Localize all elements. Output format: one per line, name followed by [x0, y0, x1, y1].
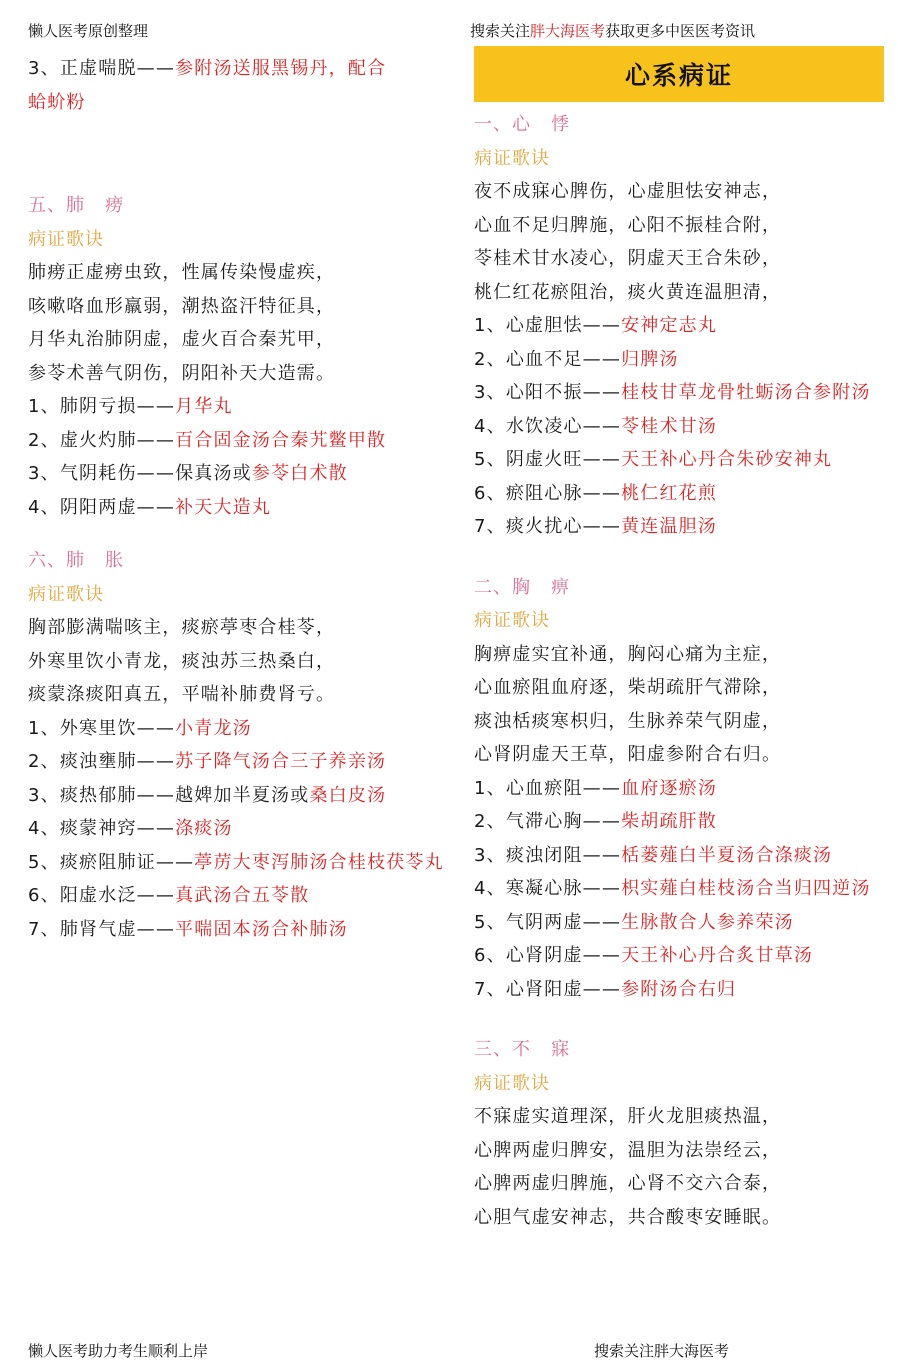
item-text: 5、阴虚火旺—— [474, 449, 622, 470]
list-item [28, 491, 448, 525]
item-text: 5、气阴两虚—— [474, 911, 622, 933]
remedy-text: 涤痰汤 [175, 818, 233, 839]
verse-line: 痰浊栝痰寒枳归，生脉养荣气阴虚， [474, 710, 782, 732]
category-banner: 心系病证 [474, 46, 884, 102]
list-item [28, 846, 448, 880]
list-item [474, 805, 886, 839]
item-text: 3、正虚喘脱—— [28, 58, 176, 79]
remedy-text: 归脾汤 [621, 348, 679, 370]
list-item [474, 443, 886, 477]
header-right-prefix: 搜索关注 [470, 22, 531, 40]
item-text: 1、心血瘀阻—— [474, 777, 622, 799]
section-subtitle: 病证歌诀 [474, 1072, 550, 1094]
remedy-text: 安神定志丸 [621, 315, 718, 336]
remedy-text: 枳实薤白桂枝汤合当归四逆汤 [621, 878, 871, 899]
list-item [474, 906, 886, 940]
item-text: 6、阳虚水泛—— [28, 885, 176, 906]
item-text: 3、心阳不振—— [474, 382, 622, 403]
footer-left: 懒人医考助力考生顺利上岸 [28, 1342, 209, 1360]
item-text: 2、痰浊壅肺—— [28, 751, 176, 772]
remedy-text: 真武汤合五苓散 [175, 885, 310, 906]
remedy-text: 柴胡疏肝散 [621, 811, 718, 832]
item-text: 1、心虚胆怯—— [474, 315, 622, 336]
remedy-text: 小青龙汤 [175, 717, 252, 739]
remedy-text: 天王补心丹合炙甘草汤 [621, 945, 814, 966]
remedy-text: 天王补心丹合朱砂安神丸 [621, 449, 833, 470]
item-text: 越婢加半夏汤或 [175, 784, 310, 806]
item-text: 4、寒凝心脉—— [474, 878, 622, 899]
item-text: 6、瘀阻心脉—— [474, 482, 622, 504]
list-item [474, 343, 886, 377]
verse-line: 心胆气虚安神志，共合酸枣安睡眠。 [474, 1206, 782, 1228]
remedy-text: 参附汤合右归 [621, 978, 737, 1000]
list-item [28, 457, 448, 491]
remedy-text: 补天大造丸 [175, 496, 272, 518]
verse-line: 心脾两虚归脾施，心肾不交六合泰， [474, 1173, 782, 1194]
list-item [28, 779, 448, 813]
item-text: 3、痰浊闭阻—— [474, 844, 622, 866]
item-text: 1、肺阴亏损—— [28, 396, 176, 417]
item-text: 6、心肾阴虚—— [474, 945, 622, 966]
header-right-suffix: 获取更多中医医考资讯 [605, 22, 756, 40]
section-title-feizhang: 六、肺 胀 [28, 550, 125, 571]
verse-line: 胸痹虚实宜补通，胸闷心痛为主症， [474, 643, 782, 665]
list-item [28, 424, 448, 458]
section-title-xiongbi: 二、胸 痹 [474, 576, 571, 598]
verse-line: 苓桂术甘水凌心，阴虚天王合朱砂， [474, 248, 782, 269]
list-item [474, 772, 886, 806]
header-left: 懒人医考原创整理 [28, 22, 149, 40]
list-item [474, 309, 886, 343]
item-text: 2、气滞心胸—— [474, 811, 622, 832]
remedy-text: 参附汤送服黑锡丹，配合 [175, 58, 387, 79]
list-item [28, 745, 448, 779]
list-item [474, 973, 886, 1007]
prev-item [28, 52, 448, 86]
list-item [28, 913, 448, 947]
item-text: 3、痰热郁肺—— [28, 784, 176, 806]
item-text: 4、水饮凌心—— [474, 415, 622, 437]
footer-right: 搜索关注胖大海医考 [594, 1342, 730, 1360]
verse-line: 痰蒙涤痰阳真五，平喘补肺费肾亏。 [28, 684, 336, 705]
item-text: 3、气阴耗伤—— [28, 463, 176, 484]
verse-line: 心脾两虚归脾安，温胆为法崇经云， [474, 1139, 782, 1161]
section-title-feilao: 五、肺 痨 [28, 195, 125, 216]
list-item [474, 376, 886, 410]
right-column [474, 46, 886, 1234]
remedy-text: 参苓白术散 [251, 463, 348, 484]
item-text: 7、痰火扰心—— [474, 516, 622, 537]
remedy-text: 栝蒌薤白半夏汤合涤痰汤 [621, 844, 833, 866]
header-right [470, 20, 755, 41]
remedy-text: 桑白皮汤 [309, 784, 387, 806]
verse-line: 月华丸治肺阴虚，虚火百合秦艽甲， [28, 329, 336, 350]
item-text: 5、痰瘀阻肺证—— [28, 851, 195, 873]
section-subtitle: 病证歌诀 [28, 228, 104, 250]
list-item [28, 812, 448, 846]
header-brand: 胖大海医考 [530, 22, 606, 40]
list-item [28, 879, 448, 913]
verse-line: 心血瘀阻血府逐，柴胡疏肝气滞除， [474, 677, 782, 698]
list-item [474, 510, 886, 544]
remedy-text: 百合固金汤合秦艽鳖甲散 [175, 429, 387, 451]
remedy-text: 苏子降气汤合三子养亲汤 [175, 751, 387, 772]
remedy-text: 黄连温胆汤 [621, 516, 718, 537]
verse-line: 心血不足归脾施，心阳不振桂合附， [474, 214, 782, 236]
remedy-text: 桃仁红花煎 [621, 482, 718, 504]
section-subtitle: 病证歌诀 [28, 583, 104, 605]
remedy-text: 苓桂术甘汤 [621, 415, 718, 437]
list-item [474, 839, 886, 873]
verse-line: 夜不成寐心脾伤，心虚胆怯安神志， [474, 181, 782, 202]
left-column [28, 52, 448, 946]
remedy-text: 月华丸 [175, 396, 233, 417]
item-text: 2、心血不足—— [474, 348, 622, 370]
list-item [474, 410, 886, 444]
item-text: 4、痰蒙神窍—— [28, 818, 176, 839]
item-text: 4、阴阳两虚—— [28, 496, 176, 518]
verse-line: 肺痨正虚痨虫致，性属传染慢虚疾， [28, 262, 336, 283]
remedy-text: 生脉散合人参养荣汤 [621, 911, 794, 933]
remedy-text: 葶苈大枣泻肺汤合桂枝茯苓丸 [194, 851, 444, 873]
list-item [474, 872, 886, 906]
verse-line: 外寒里饮小青龙，痰浊苏三热桑白， [28, 650, 336, 672]
list-item [474, 939, 886, 973]
verse-line: 桃仁红花瘀阻治，痰火黄连温胆清， [474, 281, 782, 303]
list-item [474, 477, 886, 511]
remedy-text: 血府逐瘀汤 [621, 777, 718, 799]
verse-line: 咳嗽咯血形羸弱，潮热盗汗特征具， [28, 295, 336, 317]
item-text: 2、虚火灼肺—— [28, 429, 176, 451]
list-item [28, 390, 448, 424]
section-title-xinji: 一、心 悸 [474, 114, 571, 135]
prev-item-cont: 蛤蚧粉 [28, 91, 86, 113]
list-item [28, 712, 448, 746]
verse-line: 胸部膨满喘咳主，痰瘀葶枣合桂苓， [28, 617, 336, 638]
item-text: 7、肺肾气虚—— [28, 918, 176, 940]
verse-line: 不寐虚实道理深，肝火龙胆痰热温， [474, 1106, 782, 1127]
section-subtitle: 病证歌诀 [474, 610, 550, 631]
item-text: 1、外寒里饮—— [28, 717, 176, 739]
item-text: 保真汤或 [175, 463, 252, 484]
section-title-bumei: 三、不 寐 [474, 1039, 571, 1060]
verse-line: 心肾阴虚天王草，阳虚参附合右归。 [474, 744, 782, 765]
verse-line: 参苓术善气阴伤，阴阳补天大造需。 [28, 362, 336, 384]
item-text: 7、心肾阳虚—— [474, 978, 622, 1000]
remedy-text: 桂枝甘草龙骨牡蛎汤合参附汤 [621, 382, 871, 403]
remedy-text: 平喘固本汤合补肺汤 [175, 918, 348, 940]
section-subtitle: 病证歌诀 [474, 147, 550, 169]
